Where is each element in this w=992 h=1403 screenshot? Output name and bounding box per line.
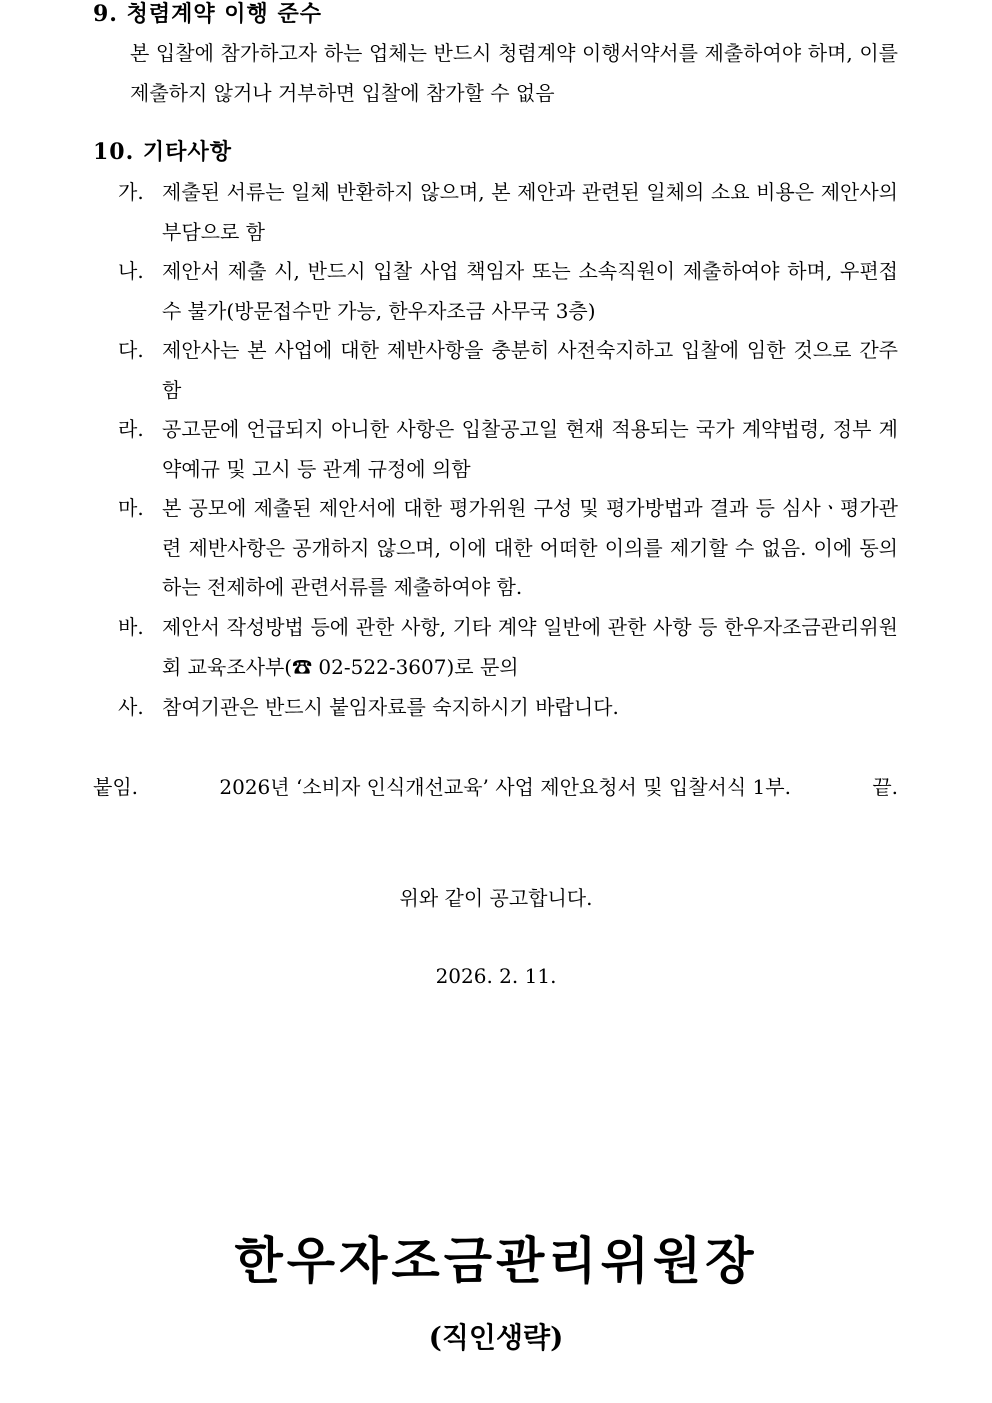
list-item-text: 본 공모에 제출된 제안서에 대한 평가위원 구성 및 평가방법과 결과 등 심사ㆍ평가관련 제반사항은 공개하지 않으며, 이에 대한 어떠한 이의를 제기할 수 없음. 이에 동의하는 전제하에 관련서류를 제출하여야 함. — [162, 496, 898, 599]
issuer-name: 한우자조금관리위원장 — [234, 1231, 758, 1290]
list-item-marker: 바. — [118, 615, 144, 639]
attachment-line — [93, 772, 898, 802]
list-item — [118, 173, 898, 252]
list-item-text: 제안서 제출 시, 반드시 입찰 사업 책임자 또는 소속직원이 제출하여야 하며, 우편접수 불가(방문접수만 가능, 한우자조금 사무국 3층) — [162, 259, 898, 323]
list-item-marker: 마. — [118, 496, 144, 520]
list-item-marker: 라. — [118, 417, 144, 441]
list-item-text: 공고문에 언급되지 아니한 사항은 입찰공고일 현재 적용되는 국가 계약법령, 정부 계약예규 및 고시 등 관계 규정에 의함 — [162, 417, 898, 481]
seal-note: (직인생략) — [428, 1321, 564, 1354]
list-item — [118, 489, 898, 608]
list-item — [118, 331, 898, 410]
list-item-marker: 다. — [118, 338, 144, 362]
section-9-body: 본 입찰에 참가하고자 하는 업체는 반드시 청렴계약 이행서약서를 제출하여야 하며, 이를 제출하지 않거나 거부하면 입찰에 참가할 수 없음 — [130, 41, 898, 105]
section-10-title: 10. 기타사항 — [93, 139, 232, 165]
list-item-marker: 나. — [118, 259, 144, 283]
list-item — [118, 688, 898, 728]
list-item — [118, 410, 898, 489]
list-item — [118, 252, 898, 331]
section-9-title: 9. 청렴계약 이행 준수 — [93, 1, 322, 27]
attachment-end: 끝. — [872, 775, 898, 799]
attachment-text: 2026년 ‘소비자 인식개선교육’ 사업 제안요청서 및 입찰서식 1부. — [219, 775, 791, 799]
announcement-date: 2026. 2. 11. — [435, 964, 557, 988]
list-item-marker: 사. — [118, 695, 144, 719]
list-item-text: 제안서 작성방법 등에 관한 사항, 기타 계약 일반에 관한 사항 등 한우자조금관리위원회 교육조사부(☎ 02-522-3607)로 문의 — [162, 615, 898, 679]
announcement-text: 위와 같이 공고합니다. — [399, 886, 593, 910]
attachment-label: 붙임. — [93, 775, 138, 799]
list-item-text: 제출된 서류는 일체 반환하지 않으며, 본 제안과 관련된 일체의 소요 비용은 제안사의 부담으로 함 — [162, 180, 898, 244]
list-item — [118, 608, 898, 687]
list-item-text: 참여기관은 반드시 붙임자료를 숙지하시기 바랍니다. — [162, 695, 619, 719]
list-item-marker: 가. — [118, 180, 144, 204]
list-item-text: 제안사는 본 사업에 대한 제반사항을 충분히 사전숙지하고 입찰에 임한 것으로 간주함 — [162, 338, 898, 402]
